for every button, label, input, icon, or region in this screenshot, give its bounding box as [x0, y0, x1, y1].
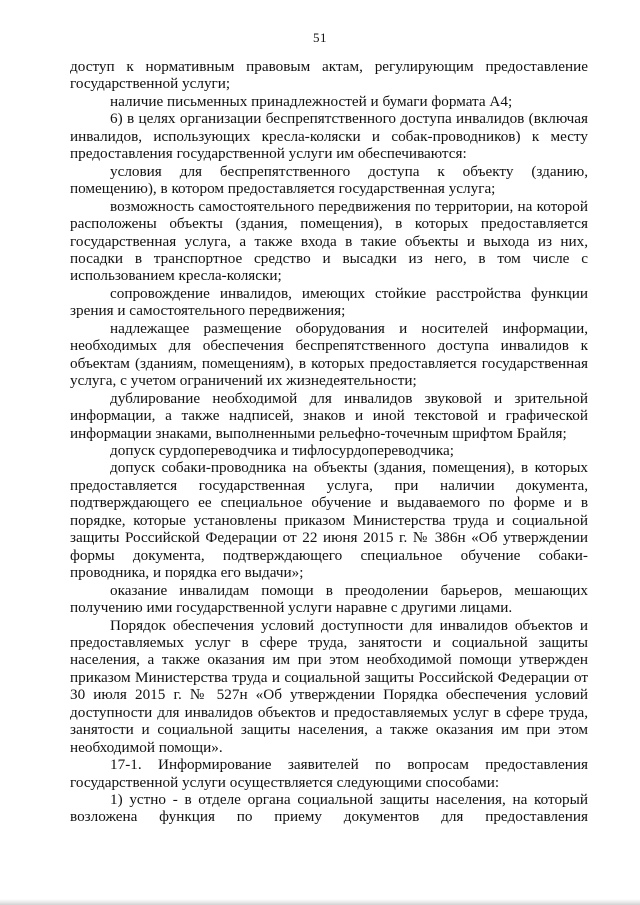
scan-edge: [0, 899, 640, 905]
paragraph: доступ к нормативным правовым актам, регулирующим предоставление государственной услуги;: [70, 58, 588, 93]
paragraph: сопровождение инвалидов, имеющих стойкие расстройства функции зрения и самостоятельного передвижения;: [70, 284, 588, 320]
paragraph: возможность самостоятельного передвижения по территории, на которой расположены объекты (здания, помещения), в которых предоставляется государственная услуга, а также входа в такие объекты и выхода из них, посадки в транспортное средство и высадки из него, в том числе с использованием кресла-коляски;: [70, 197, 588, 285]
paragraph: 1) устно - в отделе органа социальной защиты населения, на который возложена функция по приему документов для предоставления: [70, 791, 588, 826]
paragraph: допуск собаки-проводника на объекты (здания, помещения), в которых предоставляется государственная услуга, при наличии документа, подтверждающего ее специальное обучение и выдаваемого по форме и в порядке, которые установлены приказом Министерства труда и социальной защиты Российской Федерации от 22 июня 2015 г. № 386н «Об утверждении формы документа, подтверждающего специальное обучение собаки-проводника, и порядка его выдачи»;: [70, 459, 588, 582]
paragraph: 17-1. Информирование заявителей по вопросам предоставления государственной услуги осуществляется следующими способами:: [70, 756, 588, 791]
page-number: 51: [313, 30, 327, 45]
paragraph: надлежащее размещение оборудования и носителей информации, необходимых для обеспечения беспрепятственного доступа инвалидов к объектам (зданиям, помещениям), в которых предоставляется государственная услуга, с учетом ограничений их жизнедеятельности;: [70, 319, 588, 390]
paragraph: дублирование необходимой для инвалидов звуковой и зрительной информации, а также надписей, знаков и иной текстовой и графической информации знаками, выполненными рельефно-точечным шрифтом Брайля;: [70, 389, 588, 442]
paragraph: Порядок обеспечения условий доступности для инвалидов объектов и предоставляемых услуг в сфере труда, занятости и социальной защиты населения, а также оказания им при этом необходимой помощи утвержден приказом Министерства труда и социальной защиты Российской Федерации от 30 июля 2015 г. № 527н «Об утверждении Порядка обеспечения условий доступности для инвалидов объектов и предоставляемых услуг в сфере труда, занятости и социальной защиты населения, а также оказания им при этом необходимой помощи».: [70, 616, 588, 756]
paragraph: наличие письменных принадлежностей и бумаги формата А4;: [110, 92, 513, 110]
paragraph: оказание инвалидам помощи в преодолении барьеров, мешающих получению ими государственной услуги наравне с другими лицами.: [70, 581, 588, 617]
paragraph: допуск сурдопереводчика и тифлосурдопереводчика;: [110, 441, 454, 459]
paragraph: условия для беспрепятственного доступа к объекту (зданию, помещению), в котором предоставляется государственная услуга;: [70, 162, 588, 198]
document-body: [70, 58, 588, 826]
paragraph: 6) в целях организации беспрепятственного доступа инвалидов (включая инвалидов, использующих кресла-коляски и собак-проводников) к месту предоставления государственной услуги им обеспечиваются:: [70, 110, 588, 163]
